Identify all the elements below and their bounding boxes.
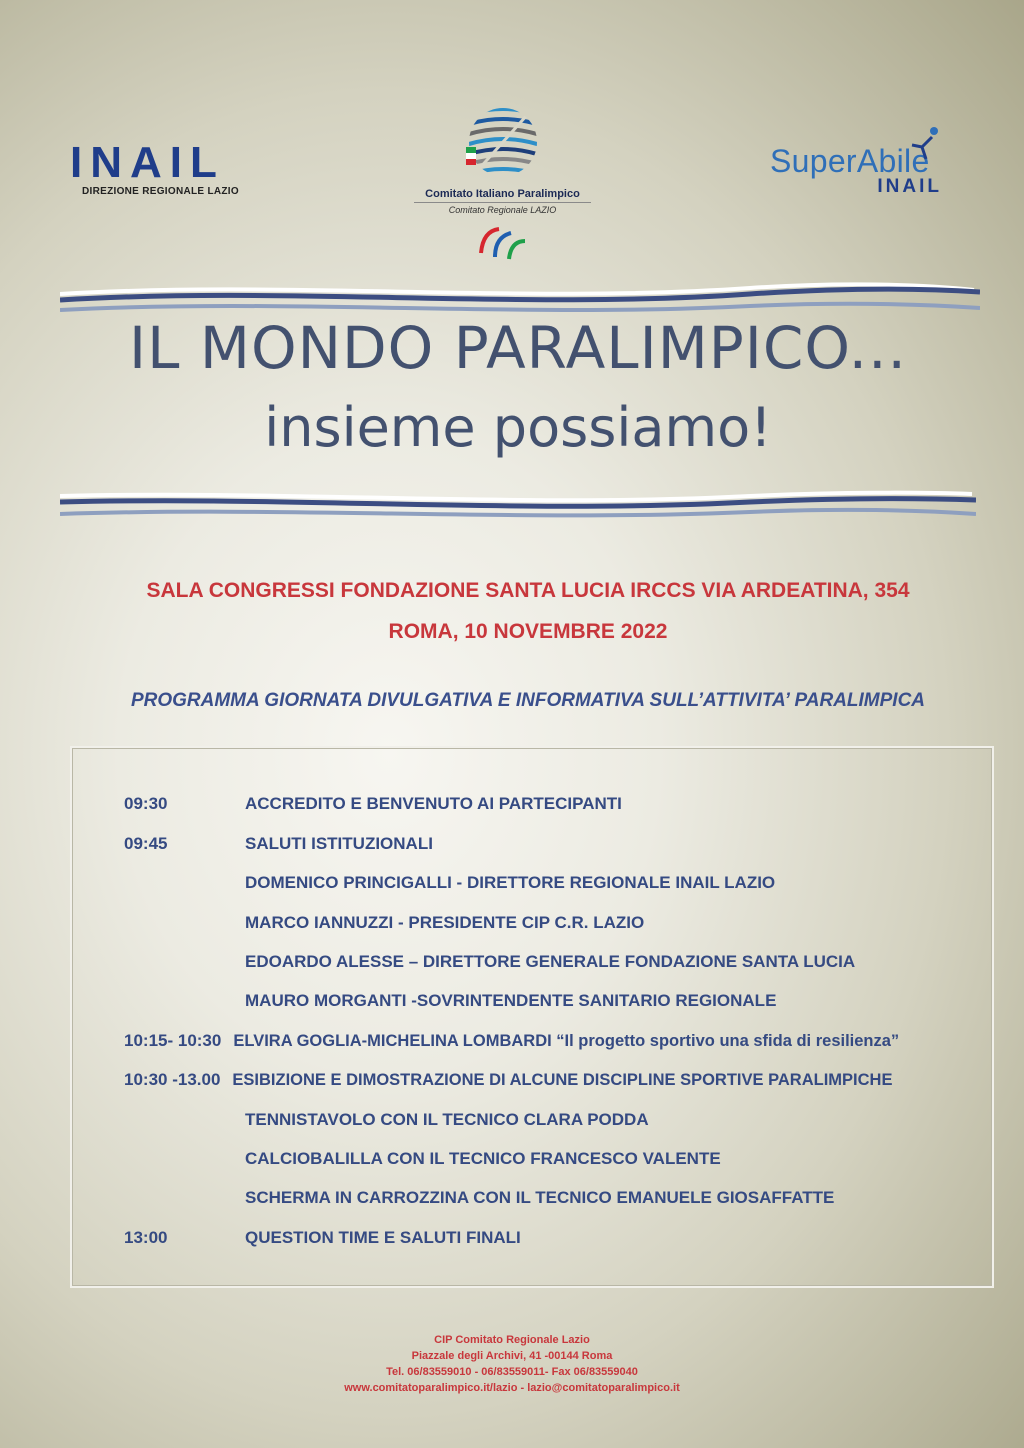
schedule-text: MARCO IANNUZZI - PRESIDENTE CIP C.R. LAZIO: [245, 913, 645, 932]
inail-logo-word: INAIL: [70, 138, 225, 187]
schedule-text: SALUTI ISTITUZIONALI: [245, 834, 433, 853]
running-figure-icon: [908, 125, 944, 165]
footer-phone: Tel. 06/83559010 - 06/83559011- Fax 06/83559040: [386, 1366, 638, 1378]
schedule-row: [124, 873, 775, 899]
schedule-row: [124, 1070, 892, 1096]
cip-logo-name: Comitato Italiano Paralimpico: [425, 188, 580, 200]
schedule-row: [124, 1031, 899, 1057]
venue-info: [60, 570, 996, 652]
schedule-text: SCHERMA IN CARROZZINA CON IL TECNICO EMANUELE GIOSAFFATTE: [245, 1188, 835, 1207]
schedule-time: 10:30 -13.00: [124, 1070, 221, 1089]
footer-web-email: www.comitatoparalimpico.it/lazio - lazio@comitatoparalimpico.it: [344, 1382, 680, 1394]
schedule-row: [124, 1228, 521, 1254]
schedule-time: 10:15- 10:30: [124, 1031, 222, 1050]
schedule-box: [70, 746, 994, 1288]
schedule-row: [124, 1149, 721, 1175]
main-title-line1: IL MONDO PARALIMPICO...: [129, 314, 907, 382]
schedule-text: EDOARDO ALESSE – DIRETTORE GENERALE FONDAZIONE SANTA LUCIA: [245, 952, 856, 971]
schedule-time: 09:45: [124, 834, 168, 853]
schedule-row: [124, 991, 776, 1017]
footer-org: CIP Comitato Regionale Lazio: [434, 1334, 590, 1346]
schedule-text: ACCREDITO E BENVENUTO AI PARTECIPANTI: [245, 794, 622, 813]
superabile-logo: [770, 125, 950, 198]
agitos-icon: [473, 223, 533, 263]
main-title: [60, 310, 976, 470]
schedule-row: [124, 913, 644, 939]
cip-logo: [410, 105, 595, 268]
footer-address: Piazzale degli Archivi, 41 -00144 Roma: [411, 1350, 613, 1362]
schedule-row: [124, 1188, 834, 1214]
schedule-row: [124, 952, 855, 978]
schedule-text: ESIBIZIONE E DIMOSTRAZIONE DI ALCUNE DISCIPLINE SPORTIVE PARALIMPICHE: [232, 1071, 893, 1089]
schedule-row: [124, 794, 622, 820]
cip-logo-subtitle: Comitato Regionale LAZIO: [414, 202, 591, 215]
schedule-row: [124, 834, 433, 860]
schedule-text: ELVIRA GOGLIA-MICHELINA LOMBARDI “Il progetto sportivo una sfida di resilienza”: [233, 1032, 900, 1050]
schedule-text: TENNISTAVOLO CON IL TECNICO CLARA PODDA: [245, 1110, 649, 1129]
schedule-row: [124, 1110, 649, 1136]
schedule-text: CALCIOBALILLA CON IL TECNICO FRANCESCO VALENTE: [245, 1149, 721, 1168]
cip-globe-icon: [460, 105, 546, 179]
superabile-logo-word: SuperAbile: [770, 143, 930, 179]
inail-logo-subtitle: DIREZIONE REGIONALE LAZIO: [82, 186, 239, 197]
schedule-time: 13:00: [124, 1228, 168, 1247]
programma-heading: PROGRAMMA GIORNATA DIVULGATIVA E INFORMATIVA SULL’ATTIVITA’ PARALIMPICA: [130, 690, 926, 711]
wave-divider-bottom: [60, 486, 976, 526]
schedule-time: 09:30: [124, 794, 168, 813]
venue-address: SALA CONGRESSI FONDAZIONE SANTA LUCIA IRCCS VIA ARDEATINA, 354: [146, 579, 910, 602]
schedule-text: QUESTION TIME E SALUTI FINALI: [245, 1228, 521, 1247]
venue-date: ROMA, 10 NOVEMBRE 2022: [388, 620, 668, 643]
footer-contacts: [200, 1332, 824, 1396]
superabile-logo-sub: INAIL: [877, 176, 942, 197]
schedule-text: DOMENICO PRINCIGALLI - DIRETTORE REGIONALE INAIL LAZIO: [245, 873, 776, 892]
inail-logo: [70, 140, 260, 197]
main-title-line2: insieme possiamo!: [264, 396, 772, 459]
schedule-text: MAURO MORGANTI -SOVRINTENDENTE SANITARIO REGIONALE: [245, 991, 777, 1010]
